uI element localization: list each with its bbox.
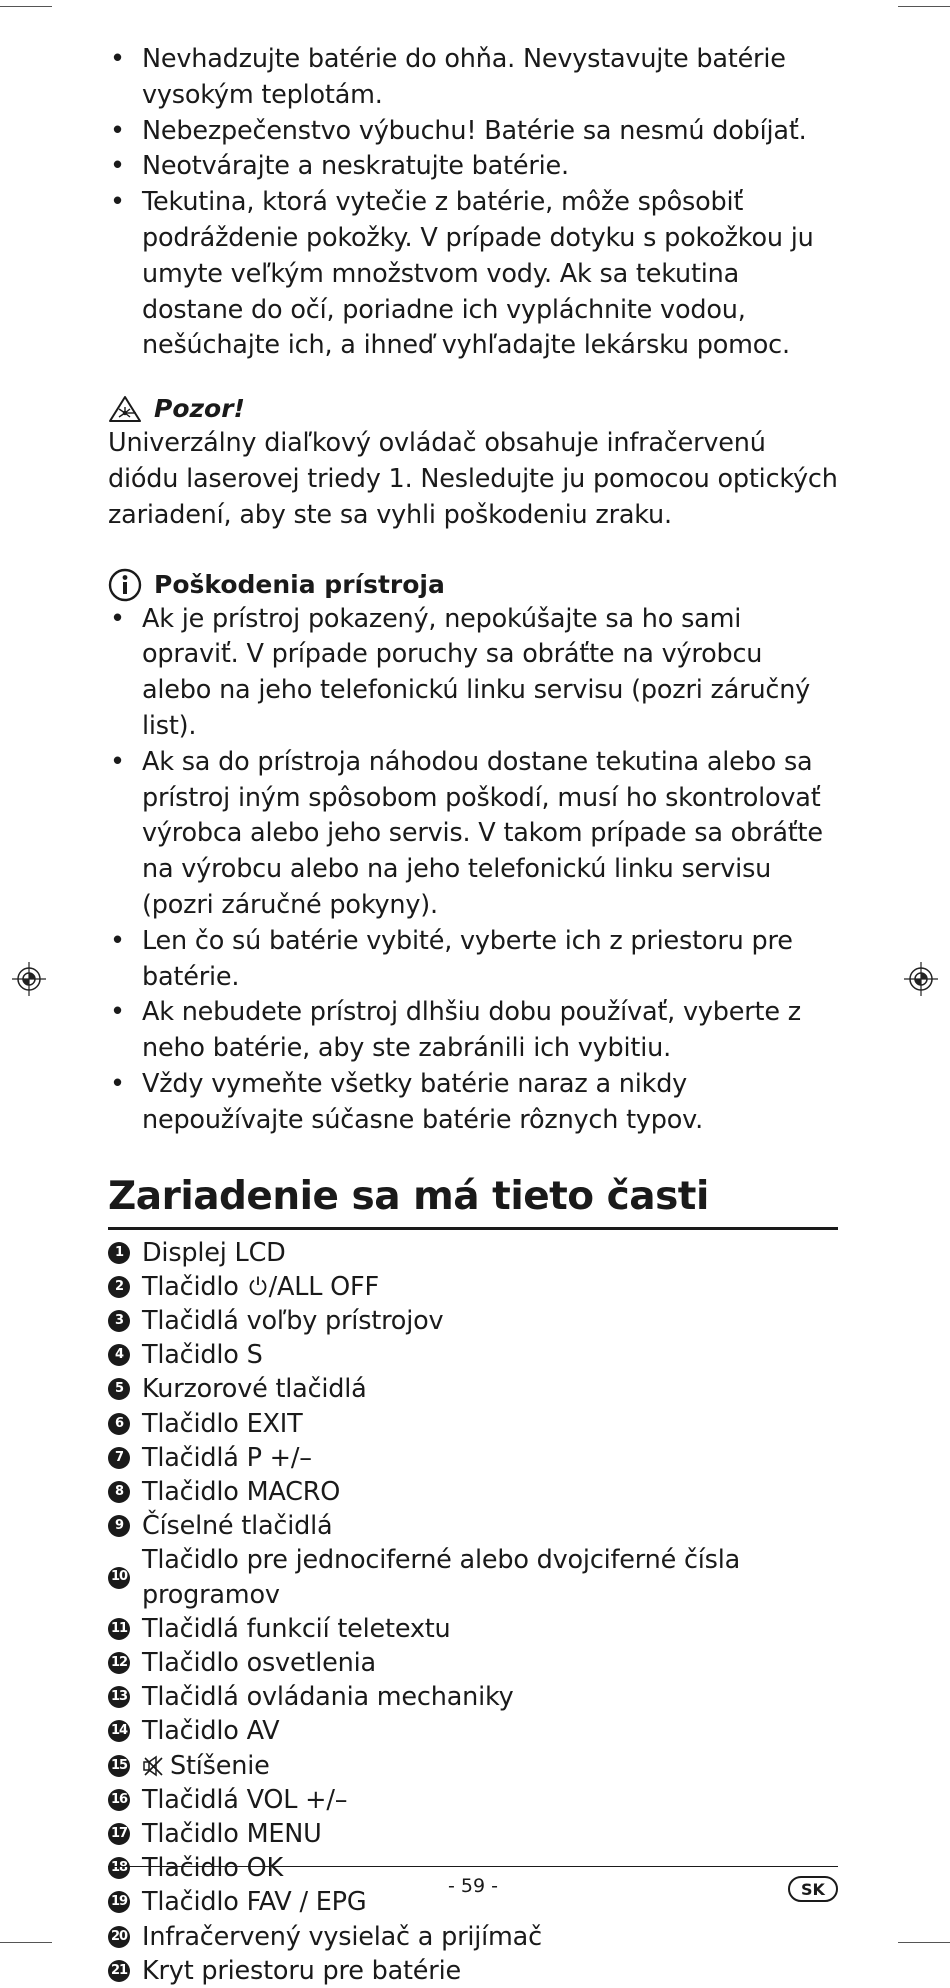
laser-warning-heading — [108, 392, 838, 426]
language-badge: SK — [788, 1876, 838, 1902]
part-number-badge: 17 — [108, 1823, 130, 1845]
part-item — [108, 1646, 838, 1680]
part-label: Číselné tlačidlá — [142, 1511, 333, 1542]
damage-title: Poškodenia prístroja — [154, 569, 445, 599]
part-number-badge: 4 — [108, 1344, 130, 1366]
part-label: Tlačidlá ovládania mechaniky — [142, 1682, 514, 1713]
part-item — [108, 1714, 838, 1748]
power-icon — [248, 1275, 268, 1297]
part-label: Tlačidlo AV — [142, 1716, 280, 1747]
part-number-badge: 11 — [108, 1618, 130, 1640]
part-label: Tlačidlá P +/– — [142, 1442, 312, 1473]
part-number-badge: 19 — [108, 1891, 130, 1913]
list-item: • Ak nebudete prístroj dlhšiu dobu používať, vyberte z neho batérie, aby ste zabránili ich vybitiu. — [108, 995, 838, 1067]
part-label-text: Tlačidlo — [142, 1271, 247, 1302]
laser-warning-text: Univerzálny diaľkový ovládač obsahuje infračervenú diódu laserovej triedy 1. Nesledujte ju pomocou optických zariadení, aby ste sa vyhli poškodeniu zraku. — [108, 428, 838, 530]
crop-mark — [0, 1942, 52, 1943]
part-label: Displej LCD — [142, 1237, 286, 1268]
part-number-badge: 14 — [108, 1720, 130, 1742]
part-number-badge: 2 — [108, 1276, 130, 1298]
part-label: Tlačidlo OK — [142, 1853, 283, 1884]
part-item — [108, 1783, 838, 1817]
part-label: Infračervený vysielač a prijímač — [142, 1921, 542, 1952]
part-label: Tlačidlo osvetlenia — [142, 1647, 376, 1678]
part-label: Tlačidlá VOL +/– — [142, 1784, 348, 1815]
crop-mark — [898, 6, 950, 7]
part-number-badge: 15 — [108, 1755, 130, 1777]
list-item: • Nevhadzujte batérie do ohňa. Nevystavujte batérie vysokým teplotám. — [108, 42, 838, 114]
list-item: • Tekutina, ktorá vytečie z batérie, môže spôsobiť podráždenie pokožky. V prípade dotyku s pokožkou ju umyte veľkým množstvom vody. Ak sa tekutina dostane do očí, poriadne ich vypláchnite vodou, nešúchajte ich, a ihneď vyhľadajte lekársku pomoc. — [108, 185, 838, 364]
page-content — [108, 42, 838, 1988]
part-item — [108, 1338, 838, 1372]
part-item — [108, 1543, 838, 1611]
part-number-badge: 13 — [108, 1686, 130, 1708]
part-item — [108, 1680, 838, 1714]
part-number-badge: 10 — [108, 1567, 130, 1589]
part-label: Tlačidlo S — [142, 1340, 263, 1371]
list-item: • Nebezpečenstvo výbuchu! Batérie sa nesmú dobíjať. — [108, 114, 838, 150]
part-label: Tlačidlá voľby prístrojov — [142, 1305, 444, 1336]
part-number-badge: 20 — [108, 1926, 130, 1948]
part-label-text: /ALL OFF — [268, 1271, 379, 1302]
registration-mark-icon — [12, 962, 46, 996]
part-item — [108, 1509, 838, 1543]
crop-mark — [898, 1942, 950, 1943]
list-item: • Ak je prístroj pokazený, nepokúšajte sa ho sami opraviť. V prípade poruchy sa obráťte na výrobcu alebo na jeho telefonickú linku servisu (pozri záručný list). — [108, 602, 838, 745]
page-number: - 59 - — [448, 1875, 498, 1897]
part-number-badge: 3 — [108, 1310, 130, 1332]
part-item — [108, 1304, 838, 1338]
info-icon — [108, 568, 142, 602]
part-number-badge: 7 — [108, 1447, 130, 1469]
part-label: Tlačidlo pre jednociferné alebo dvojciferné čísla programov — [142, 1545, 741, 1610]
part-label: Tlačidlo MENU — [142, 1818, 322, 1849]
part-item — [108, 1236, 838, 1270]
part-label-text: Stíšenie — [170, 1750, 270, 1781]
laser-warning-title: Pozor! — [154, 394, 245, 424]
part-number-badge: 21 — [108, 1960, 130, 1982]
part-number-badge: 12 — [108, 1652, 130, 1674]
registration-mark-icon — [904, 962, 938, 996]
mute-icon — [142, 1755, 164, 1777]
part-label: Kryt priestoru pre batérie — [142, 1955, 461, 1986]
part-item — [108, 1270, 838, 1304]
part-label: Tlačidlo FAV / EPG — [142, 1887, 367, 1918]
part-number-badge: 5 — [108, 1378, 130, 1400]
part-item — [108, 1475, 838, 1509]
part-number-badge: 8 — [108, 1481, 130, 1503]
part-item — [108, 1407, 838, 1441]
part-label — [142, 1749, 270, 1783]
part-label — [142, 1270, 379, 1304]
section-title: Zariadenie sa má tieto časti — [108, 1173, 838, 1230]
part-label: Tlačidlá funkcií teletextu — [142, 1613, 451, 1644]
list-item: • Ak sa do prístroja náhodou dostane tekutina alebo sa prístroj iným spôsobom poškodí, musí ho skontrolovať výrobca alebo jeho servis. V takom prípade sa obráťte na výrobcu alebo na jeho telefonickú linku servisu (pozri záručné pokyny). — [108, 745, 838, 924]
part-number-badge: 6 — [108, 1413, 130, 1435]
part-label: Tlačidlo MACRO — [142, 1476, 341, 1507]
part-item — [108, 1372, 838, 1406]
part-item — [108, 1749, 838, 1783]
damage-list — [108, 602, 838, 1139]
part-item — [108, 1954, 838, 1988]
part-number-badge: 9 — [108, 1515, 130, 1537]
part-item — [108, 1441, 838, 1475]
part-item — [108, 1817, 838, 1851]
part-item — [108, 1612, 838, 1646]
crop-mark — [0, 6, 52, 7]
laser-warning-icon — [108, 395, 142, 423]
damage-heading — [108, 568, 838, 602]
part-label: Tlačidlo EXIT — [142, 1408, 303, 1439]
part-number-badge: 16 — [108, 1789, 130, 1811]
list-item: • Len čo sú batérie vybité, vyberte ich z priestoru pre batérie. — [108, 924, 838, 996]
part-number-badge: 18 — [108, 1857, 130, 1879]
battery-warnings-list — [108, 42, 838, 364]
list-item: • Neotvárajte a neskratujte batérie. — [108, 149, 838, 185]
part-number-badge: 1 — [108, 1242, 130, 1264]
part-label: Kurzorové tlačidlá — [142, 1374, 367, 1405]
list-item: • Vždy vymeňte všetky batérie naraz a nikdy nepoužívajte súčasne batérie rôznych typov. — [108, 1067, 838, 1139]
